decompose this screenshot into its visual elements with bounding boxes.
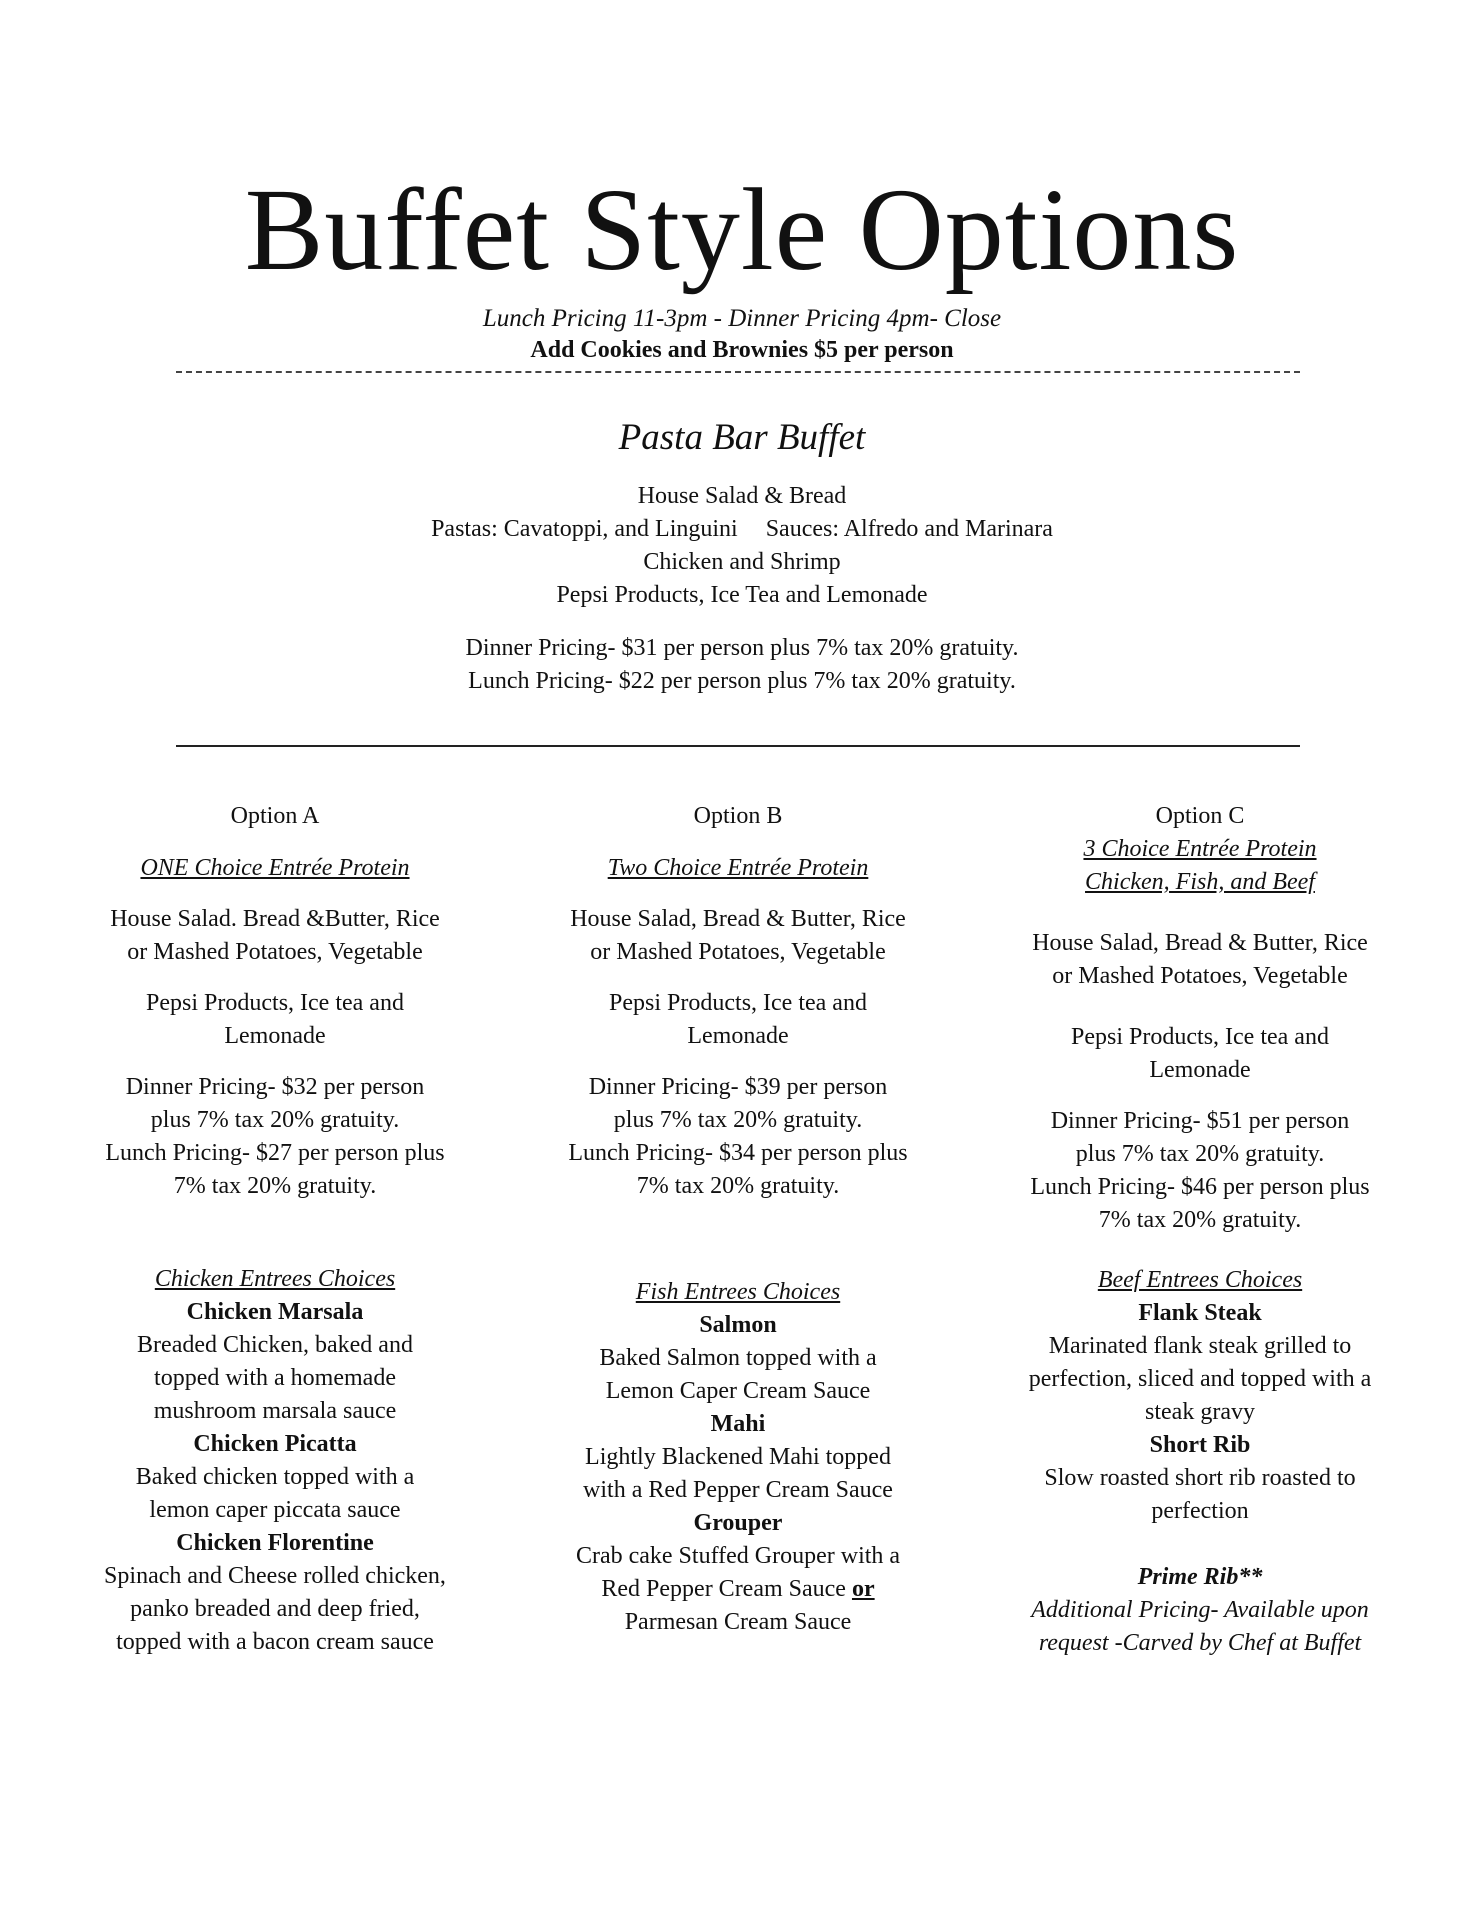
option-b-subtitle: Two Choice Entrée Protein (607, 855, 869, 881)
option-a-price-line-3: Lunch Pricing- $27 per person plus (105, 1140, 445, 1166)
menu-item-desc: Lemon Caper Cream Sauce (605, 1378, 871, 1404)
menu-item-name: Flank Steak (1138, 1300, 1262, 1326)
option-c-price-line-2: plus 7% tax 20% gratuity. (1075, 1141, 1325, 1167)
hours-line: Lunch Pricing 11-3pm - Dinner Pricing 4pm- Close (482, 305, 1002, 332)
option-b-pricing (538, 1071, 938, 1203)
prime-rib-note-2: request -Carved by Chef at Buffet (1038, 1630, 1362, 1656)
option-b-sides (538, 903, 938, 969)
option-a-price-line-1: Dinner Pricing- $32 per person (125, 1074, 425, 1100)
menu-item-desc: Spinach and Cheese rolled chicken, (104, 1563, 446, 1589)
menu-item-desc: perfection (1151, 1498, 1249, 1524)
menu-item-desc: Lightly Blackened Mahi topped (585, 1444, 891, 1470)
menu-item-name: Short Rib (1149, 1432, 1251, 1458)
pasta-line-1: House Salad & Bread (637, 483, 847, 509)
menu-item-desc: panko breaded and deep fried, (130, 1596, 420, 1622)
option-c-subtitle-2: Chicken, Fish, and Beef (1085, 869, 1315, 895)
menu-item-name: Mahi (710, 1411, 766, 1437)
option-a-sides-line-1: House Salad. Bread &Butter, Rice (110, 906, 440, 932)
option-b-price-line-1: Dinner Pricing- $39 per person (588, 1074, 888, 1100)
addon-line: Add Cookies and Brownies $5 per person (530, 337, 954, 363)
option-b-drinks (538, 987, 938, 1053)
menu-item-desc: steak gravy (1145, 1399, 1255, 1425)
option-b-choices-title: Fish Entrees Choices (635, 1279, 841, 1305)
menu-item-name: Chicken Marsala (186, 1299, 364, 1325)
pasta-dinner-price: Dinner Pricing- $31 per person plus 7% tax 20% gratuity. (465, 635, 1019, 661)
option-c-sides-line-1: House Salad, Bread & Butter, Rice (1032, 930, 1368, 956)
option-c-price-line-3: Lunch Pricing- $46 per person plus (1030, 1174, 1370, 1200)
option-a-sides (75, 903, 475, 969)
option-c-price-line-1: Dinner Pricing- $51 per person (1050, 1108, 1350, 1134)
option-a-price-line-2: plus 7% tax 20% gratuity. (150, 1107, 400, 1133)
option-a-subtitle: ONE Choice Entrée Protein (140, 855, 410, 881)
menu-item-desc: topped with a bacon cream sauce (116, 1629, 434, 1655)
menu-item-name: Chicken Florentine (176, 1530, 374, 1556)
prime-rib-note-1: Additional Pricing- Available upon (1031, 1597, 1369, 1623)
dashed-divider (176, 371, 1300, 373)
menu-item-name: Salmon (699, 1312, 777, 1338)
option-b-sides-line-1: House Salad, Bread & Butter, Rice (570, 906, 906, 932)
option-b-sides-line-2: or Mashed Potatoes, Vegetable (590, 939, 886, 965)
grouper-or: or (851, 1576, 875, 1602)
option-a-title: Option A (230, 803, 320, 829)
pasta-items (0, 480, 1484, 612)
option-c-drinks-line-1: Pepsi Products, Ice tea and (1071, 1024, 1329, 1050)
menu-item-desc: mushroom marsala sauce (153, 1398, 397, 1424)
prime-rib-title: Prime Rib** (1137, 1564, 1263, 1590)
page-title: Buffet Style Options (244, 164, 1240, 295)
grouper-sauce-red-pepper: Red Pepper Cream Sauce (601, 1576, 846, 1602)
option-c-pricing (1000, 1105, 1400, 1237)
option-a-sides-line-2: or Mashed Potatoes, Vegetable (127, 939, 423, 965)
option-c-sides-line-2: or Mashed Potatoes, Vegetable (1052, 963, 1348, 989)
option-c-sides (1000, 927, 1400, 993)
pasta-line-3: Chicken and Shrimp (643, 549, 841, 575)
option-a-choices-title: Chicken Entrees Choices (154, 1266, 396, 1292)
option-b-price-line-2: plus 7% tax 20% gratuity. (613, 1107, 863, 1133)
pasta-pricing (0, 632, 1484, 698)
option-b-title: Option B (693, 803, 783, 829)
menu-item-desc: Slow roasted short rib roasted to (1044, 1465, 1356, 1491)
pasta-lunch-price: Lunch Pricing- $22 per person plus 7% tax 20% gratuity. (468, 668, 1016, 694)
option-b-drinks-line-2: Lemonade (687, 1023, 789, 1049)
option-b-price-line-3: Lunch Pricing- $34 per person plus (568, 1140, 908, 1166)
option-a-drinks-line-2: Lemonade (224, 1023, 326, 1049)
menu-item-desc (538, 1573, 938, 1606)
option-c-subtitle-1: 3 Choice Entrée Protein (1083, 836, 1317, 862)
menu-item-desc: with a Red Pepper Cream Sauce (583, 1477, 893, 1503)
option-c-drinks-line-2: Lemonade (1149, 1057, 1251, 1083)
solid-divider (176, 745, 1300, 747)
option-a-drinks (75, 987, 475, 1053)
pasta-line-4: Pepsi Products, Ice Tea and Lemonade (556, 582, 928, 608)
option-c-choices-title: Beef Entrees Choices (1097, 1267, 1303, 1293)
option-b-drinks-line-1: Pepsi Products, Ice tea and (609, 990, 867, 1016)
pasta-pastas: Pastas: Cavatoppi, and Linguini (431, 516, 738, 542)
menu-item-desc: Baked chicken topped with a (135, 1464, 415, 1490)
menu-item-desc: Baked Salmon topped with a (599, 1345, 877, 1371)
option-a-column (75, 800, 475, 1659)
pasta-sauces: Sauces: Alfredo and Marinara (765, 516, 1053, 542)
option-c-drinks (1000, 1021, 1400, 1087)
pasta-line-2 (0, 513, 1484, 546)
menu-item-name: Chicken Picatta (193, 1431, 357, 1457)
menu-item-desc: Marinated flank steak grilled to (1048, 1333, 1352, 1359)
menu-item-desc: Crab cake Stuffed Grouper with a (575, 1543, 901, 1569)
menu-item-desc: Parmesan Cream Sauce (624, 1609, 852, 1635)
option-c-price-line-4: 7% tax 20% gratuity. (1098, 1207, 1302, 1233)
option-c-column (1000, 800, 1400, 1660)
option-b-column (538, 800, 938, 1639)
menu-item-desc: perfection, sliced and topped with a (1028, 1366, 1372, 1392)
menu-item-name: Grouper (693, 1510, 783, 1536)
option-a-pricing (75, 1071, 475, 1203)
pasta-title: Pasta Bar Buffet (618, 417, 866, 458)
option-a-drinks-line-1: Pepsi Products, Ice tea and (146, 990, 404, 1016)
option-c-title: Option C (1155, 803, 1245, 829)
menu-item-desc: Breaded Chicken, baked and (137, 1332, 413, 1358)
menu-item-desc: topped with a homemade (154, 1365, 396, 1391)
option-b-price-line-4: 7% tax 20% gratuity. (636, 1173, 840, 1199)
menu-item-desc: lemon caper piccata sauce (149, 1497, 401, 1523)
option-a-price-line-4: 7% tax 20% gratuity. (173, 1173, 377, 1199)
